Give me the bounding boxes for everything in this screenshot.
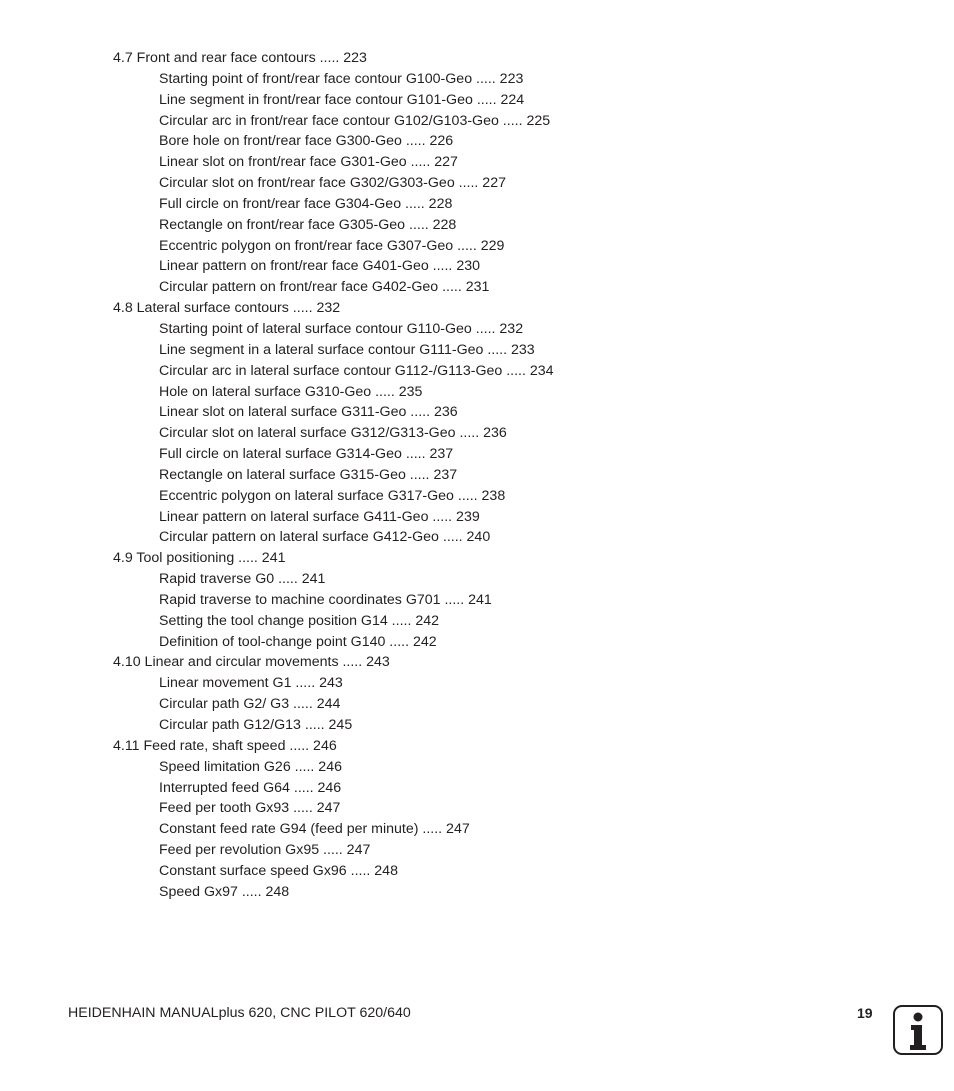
toc-entry: Interrupted feed G64 ..... 246 — [159, 779, 342, 796]
toc-entry: Setting the tool change position G14 ..... 242 — [159, 612, 440, 629]
toc-entry: Full circle on lateral surface G314-Geo ..... 237 — [159, 446, 454, 463]
toc-section-heading: 4.9 Tool positioning ..... 241 — [113, 550, 286, 567]
toc-entry: Line segment in front/rear face contour G101-Geo ..... 224 — [159, 91, 525, 108]
toc-entry: Linear slot on front/rear face G301-Geo ..... 227 — [159, 154, 458, 171]
toc-entry: Linear movement G1 ..... 243 — [159, 675, 343, 692]
toc-section-heading: 4.11 Feed rate, shaft speed ..... 246 — [113, 737, 337, 754]
toc-entry: Rectangle on front/rear face G305-Geo ..... 228 — [159, 216, 457, 233]
toc-section-heading: 4.10 Linear and circular movements ..... 243 — [113, 654, 390, 671]
toc-entry: Rapid traverse G0 ..... 241 — [159, 571, 326, 588]
toc-entry: Circular pattern on lateral surface G412-Geo ..... 240 — [159, 529, 491, 546]
toc-section-heading: 4.8 Lateral surface contours ..... 232 — [113, 300, 341, 317]
toc-entry: Circular slot on front/rear face G302/G303-Geo ..... 227 — [159, 175, 506, 192]
toc-entry: Starting point of lateral surface contour G110-Geo ..... 232 — [159, 320, 524, 337]
toc-entry: Linear pattern on lateral surface G411-Geo ..... 239 — [159, 508, 480, 525]
table-of-contents — [0, 48, 954, 903]
toc-entry: Rapid traverse to machine coordinates G701 ..... 241 — [159, 591, 492, 608]
toc-entry: Hole on lateral surface G310-Geo ..... 235 — [159, 383, 423, 400]
toc-entry: Feed per tooth Gx93 ..... 247 — [159, 800, 341, 817]
toc-entry: Definition of tool-change point G140 ..... 242 — [159, 633, 437, 650]
toc-entry: Eccentric polygon on lateral surface G317-Geo ..... 238 — [159, 487, 506, 504]
toc-entry: Eccentric polygon on front/rear face G307-Geo ..... 229 — [159, 237, 505, 254]
toc-entry: Bore hole on front/rear face G300-Geo ..... 226 — [159, 133, 454, 150]
toc-entry: Constant feed rate G94 (feed per minute) ..... 247 — [159, 821, 470, 838]
toc-entry: Circular arc in lateral surface contour G112-/G113-Geo ..... 234 — [159, 362, 554, 379]
footer-title: HEIDENHAIN MANUALplus 620, CNC PILOT 620/640 — [68, 1005, 411, 1021]
toc-entry: Linear pattern on front/rear face G401-Geo ..... 230 — [159, 258, 480, 275]
page-number: 19 — [857, 1005, 873, 1021]
toc-section-heading: 4.7 Front and rear face contours ..... 223 — [113, 50, 367, 66]
toc-entry: Circular path G2/ G3 ..... 244 — [159, 696, 341, 713]
toc-entry: Full circle on front/rear face G304-Geo ..... 228 — [159, 195, 453, 212]
info-icon — [893, 1005, 943, 1055]
toc-entry: Speed limitation G26 ..... 246 — [159, 758, 342, 775]
toc-entry: Speed Gx97 ..... 248 — [159, 883, 290, 900]
toc-entry: Linear slot on lateral surface G311-Geo ..... 236 — [159, 404, 458, 421]
toc-entry: Line segment in a lateral surface contour G111-Geo ..... 233 — [159, 341, 535, 358]
toc-entry: Circular pattern on front/rear face G402-Geo ..... 231 — [159, 279, 490, 296]
toc-entry: Circular path G12/G13 ..... 245 — [159, 717, 353, 733]
toc-entry: Rectangle on lateral surface G315-Geo ..... 237 — [159, 466, 458, 483]
toc-entry: Circular arc in front/rear face contour G102/G103-Geo ..... 225 — [159, 112, 551, 129]
toc-entry: Circular slot on lateral surface G312/G313-Geo ..... 236 — [159, 425, 507, 442]
toc-entry: Starting point of front/rear face contour G100-Geo ..... 223 — [159, 70, 524, 87]
toc-entry: Constant surface speed Gx96 ..... 248 — [159, 862, 398, 879]
toc-entry: Feed per revolution Gx95 ..... 247 — [159, 842, 371, 859]
